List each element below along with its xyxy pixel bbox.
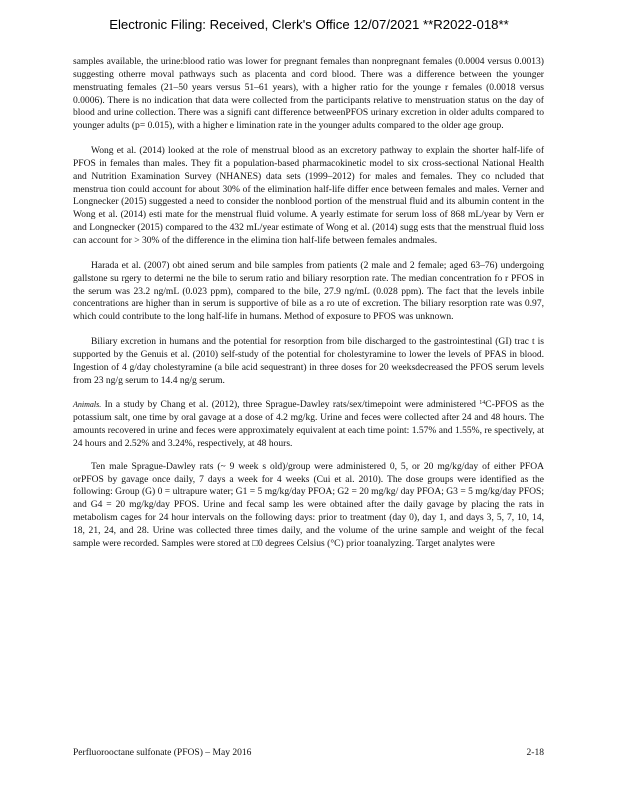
- paragraph-1: samples available, the urine:blood ratio was lower for pregnant females than nonpregnant females (0.0004 versus 0.0013) suggesting otherre moval pathways such as placenta and cord blood. There was a difference between the younger menstruating females (21–50 years versus 51–61 years), with a higher ratio for the younge r females (0.0018 versus 0.0006). There is no indication that data were collected from the participants relative to menstruation status on the day of blood and urine collection. There was a signifi cant difference betweenPFOS urinary excretion in older adults compared to younger adults (p= 0.015), with a higher e limination rate in the younger adults compared to the older age group.: [73, 56, 544, 132]
- paragraph-5-text-b: C-PFOS as the potassium salt, one time by oral gavage at a dose of 4.2 mg/kg. Urine and feces were collected after 24 and 48 hours. The amounts recovered in urine and feces were approximately equivalent at each time point: 1.57% and 1.55%, re spectively, at 24 hours and 2.52% and 3.24%, respectively, at 48 hours.: [73, 399, 544, 449]
- paragraph-5: [73, 399, 544, 450]
- page-number: 2-18: [526, 747, 544, 758]
- body-text: [73, 56, 544, 563]
- paragraph-5-text-a: In a study by Chang et al. (2012), three Sprague-Dawley rats/sex/timepoint were administered: [101, 399, 480, 411]
- isotope-superscript: 14: [479, 400, 486, 407]
- paragraph-2: Wong et al. (2014) looked at the role of menstrual blood as an excretory pathway to explain the shorter half-life of PFOS in females than males. They fit a population-based pharmacokinetic model to six cross-sectional National Health and Nutrition Examination Survey (NHANES) data sets (1999–2012) for males and females. They co ncluded that menstrua tion could account for about 30% of the elimination half-life differ ence between females and males. Verner and Longnecker (2015) suggested a need to consider the nonblood portion of the menstrual fluid and its albumin content in the Wong et al. (2014) esti mate for the menstrual fluid volume. A yearly estimate for serum loss of 868 mL/year by Vern er and Longnecker (2015) compared to the 432 mL/year estimate of Wong et al. (2014) sugg ests that the menstrual fluid loss can account for > 30% of the difference in the elimina tion half-life between females andmales.: [73, 145, 544, 246]
- section-lead-animals: Animals.: [73, 400, 102, 410]
- footer-document-title: Perfluorooctane sulfonate (PFOS) – May 2016: [73, 747, 252, 758]
- filing-header: Electronic Filing: Received, Clerk's Office 12/07/2021 **R2022-018**: [109, 17, 509, 32]
- paragraph-3: Harada et al. (2007) obt ained serum and bile samples from patients (2 male and 2 female; aged 63–76) undergoing gallstone su rgery to determi ne the bile to serum ratio and biliary resorption rate. The median concentration fo r PFOS in the serum was 23.2 ng/mL (0.023 ppm), compared to the bile, 27.9 ng/mL (0.028 ppm). The fact that the levels inbile concentrations are higher than in serum is supportive of bile as a ro ute of excretion. The biliary resorption rate was 0.97, which could contribute to the long half-life in humans. Method of exposure to PFOS was unknown.: [73, 259, 544, 323]
- paragraph-4: Biliary excretion in humans and the potential for resorption from bile discharged to the gastrointestinal (GI) trac t is supported by the Genuis et al. (2010) self-study of the potential for cholestyramine to lower the levels of PFAS in blood. Ingestion of 4 g/day cholestyramine (a bile acid sequestrant) in three doses for 20 weeksdecreased the PFOS serum levels from 23 ng/g serum to 14.4 ng/g serum.: [73, 336, 544, 386]
- paragraph-6: Ten male Sprague-Dawley rats (~ 9 week s old)/group were administered 0, 5, or 20 mg/kg/day of either PFOA orPFOS by gavage once daily, 7 days a week for 4 weeks (Cui et al. 2010). The dose groups were identified as the following: Group (G) 0 = ultrapure water; G1 = 5 mg/kg/day PFOA; G2 = 20 mg/kg/ day PFOA; G3 = 5 mg/kg/day PFOS; and G4 = 20 mg/kg/day PFOS. Urine and fecal samp les were obtained after the daily gavage by placing the rats in metabolism cages for 24 hour intervals on the following days: prior to treatment (day 0), day 1, and days 3, 5, 7, 10, 14, 18, 21, 24, and 28. Urine was collected three times daily, and the volume of the urine sample and weight of the fecal sample were recorded. Samples were stored at □0 degrees Celsius (°C) prior toanalyzing. Target analytes were: [73, 460, 544, 549]
